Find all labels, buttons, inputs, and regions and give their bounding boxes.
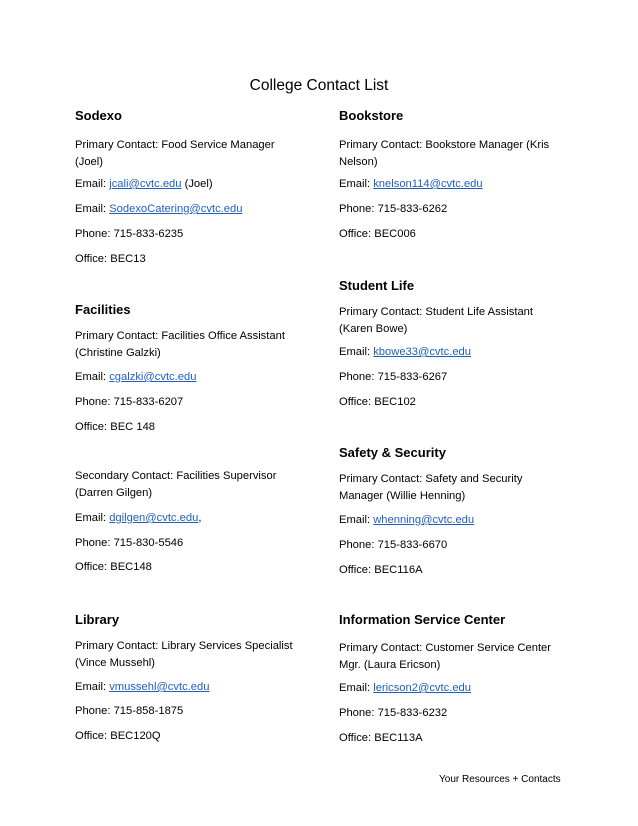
email-link[interactable]: cgalzki@cvtc.edu (109, 371, 197, 383)
email-line (339, 344, 471, 361)
email-line (75, 510, 201, 527)
email-line (339, 512, 474, 529)
secondary-contact: Secondary Contact: Facilities Supervisor (Darren Gilgen) (75, 470, 277, 499)
email-line (75, 369, 196, 386)
email-label: Email: (75, 512, 110, 524)
email-line (339, 176, 483, 193)
phone-line: Phone: 715-858-1875 (75, 705, 184, 717)
primary-contact: Primary Contact: Food Service Manager (Joel) (75, 139, 275, 168)
email-label: Email: (339, 178, 374, 190)
email-line (75, 679, 209, 696)
email-label: Email: (75, 203, 110, 215)
email-link[interactable]: whenning@cvtc.edu (373, 514, 475, 526)
email-note: , (198, 512, 202, 524)
office-line: Office: BEC113A (339, 732, 423, 744)
primary-contact: Primary Contact: Facilities Office Assistant (Christine Galzki) (75, 330, 285, 359)
email-label: Email: (339, 346, 374, 358)
phone-line: Phone: 715-833-6207 (75, 396, 184, 408)
section-heading: Safety & Security (339, 445, 446, 460)
office-line: Office: BEC148 (75, 561, 152, 573)
phone-line: Phone: 715-833-6235 (75, 228, 184, 240)
office-line: Office: BEC102 (339, 396, 416, 408)
office-line: Office: BEC 148 (75, 421, 156, 433)
email-line (75, 201, 242, 218)
office-line: Office: BEC006 (339, 228, 416, 240)
office-line: Office: BEC120Q (75, 730, 161, 742)
email-note: (Joel) (181, 178, 213, 190)
page-title: College Contact List (249, 77, 389, 94)
email-link[interactable]: knelson114@cvtc.edu (373, 178, 483, 190)
primary-contact: Primary Contact: Safety and Security Manager (Willie Henning) (339, 473, 523, 502)
email-label: Email: (75, 681, 110, 693)
email-label: Email: (75, 371, 110, 383)
email-link[interactable]: lericson2@cvtc.edu (373, 682, 471, 694)
phone-line: Phone: 715-833-6262 (339, 203, 448, 215)
section-heading: Student Life (339, 278, 415, 293)
email-link[interactable]: vmussehl@cvtc.edu (109, 681, 210, 693)
email-label: Email: (339, 682, 374, 694)
email-label: Email: (75, 178, 110, 190)
page-footer: Your Resources + Contacts (439, 774, 561, 785)
email-label: Email: (339, 514, 374, 526)
section-heading: Sodexo (75, 108, 122, 123)
section-heading: Information Service Center (339, 612, 506, 627)
primary-contact: Primary Contact: Library Services Specialist (Vince Mussehl) (75, 640, 293, 669)
primary-contact: Primary Contact: Customer Service Center Mgr. (Laura Ericson) (339, 642, 552, 671)
primary-contact: Primary Contact: Student Life Assistant (Karen Bowe) (339, 306, 534, 335)
email-link[interactable]: SodexoCatering@cvtc.edu (109, 203, 243, 215)
email-line (339, 680, 471, 697)
section-heading: Bookstore (339, 108, 404, 123)
email-link[interactable]: dgilgen@cvtc.edu (109, 512, 199, 524)
phone-line: Phone: 715-833-6267 (339, 371, 448, 383)
email-line (75, 176, 213, 193)
phone-line: Phone: 715-833-6670 (339, 539, 448, 551)
phone-line: Phone: 715-830-5546 (75, 537, 184, 549)
email-link[interactable]: jcali@cvtc.edu (109, 178, 182, 190)
office-line: Office: BEC116A (339, 564, 423, 576)
primary-contact: Primary Contact: Bookstore Manager (Kris Nelson) (339, 139, 550, 168)
section-heading: Facilities (75, 302, 131, 317)
office-line: Office: BEC13 (75, 253, 146, 265)
phone-line: Phone: 715-833-6232 (339, 707, 448, 719)
section-heading: Library (75, 612, 120, 627)
email-link[interactable]: kbowe33@cvtc.edu (373, 346, 472, 358)
